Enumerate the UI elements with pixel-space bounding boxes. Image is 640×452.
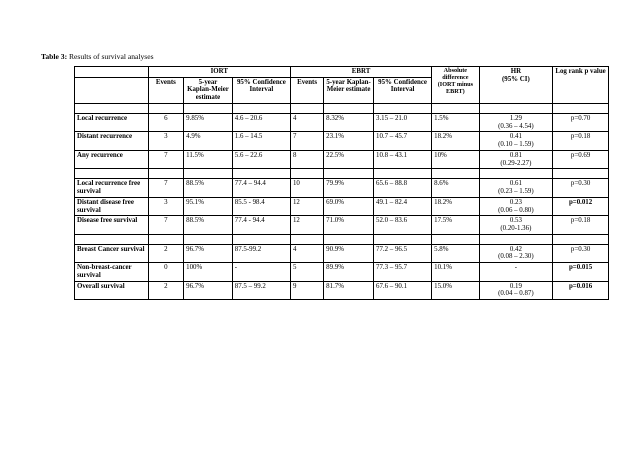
header-iort-ci: 95% Confidence Interval [232,77,290,103]
separator-cell [553,169,609,179]
cell-ebrt-km: 71.0% [324,216,374,234]
separator-cell [479,103,553,113]
separator-cell [232,234,290,244]
cell-ebrt-km: 23.1% [324,132,374,150]
cell-log-rank-p: p=0.18 [553,132,609,150]
cell-iort-events: 7 [148,179,184,197]
header-iort-km: 5-year Kaplan-Meier estimate [184,77,233,103]
cell-iort-km: 88.5% [184,216,233,234]
cell-iort-ci: 87.5-99.2 [232,244,290,262]
cell-hr-value: - [514,264,518,272]
header-blank [75,67,149,78]
cell-hr-value: 0.81 [509,151,522,159]
cell-hr [479,244,553,262]
cell-absdiff: 15.0% [432,281,479,299]
separator-cell [479,169,553,179]
cell-absdiff: 18.2% [432,132,479,150]
cell-ebrt-events: 10 [290,179,323,197]
header-log-rank: Log rank p value [553,67,609,104]
cell-absdiff: 5.8% [432,244,479,262]
cell-hr-ci: (0.06 – 0.80) [498,206,534,214]
cell-iort-ci: - [232,263,290,281]
cell-ebrt-ci: 10.7 – 45.7 [374,132,432,150]
cell-iort-events: 0 [148,263,184,281]
header-hr [479,67,553,104]
cell-iort-ci: 87.5 – 99.2 [232,281,290,299]
separator-cell [324,169,374,179]
table-caption-label: Table 3: [41,52,68,61]
cell-ebrt-events: 5 [290,263,323,281]
header-hr-label: HR [510,68,522,75]
header-ebrt-km: 5-year Kaplan-Meier estimate [324,77,374,103]
separator-cell [75,169,149,179]
cell-hr-value: 0.19 [509,282,522,290]
cell-ebrt-ci: 49.1 – 82.4 [374,197,432,215]
cell-hr-ci: (0.29-2.27) [500,159,532,167]
header-blank-2 [75,77,149,103]
row-label: Any recurrence [75,150,149,168]
section-separator [75,103,609,113]
cell-iort-km: 96.7% [184,281,233,299]
separator-cell [324,103,374,113]
separator-cell [184,234,233,244]
cell-log-rank-p: p=0.18 [553,216,609,234]
separator-cell [432,103,479,113]
cell-hr-ci: (0.36 – 4.54) [498,122,534,130]
cell-iort-events: 3 [148,132,184,150]
separator-cell [148,169,184,179]
cell-ebrt-events: 12 [290,216,323,234]
cell-ebrt-ci: 77.2 – 96.5 [374,244,432,262]
cell-hr-value: 0.42 [509,245,522,253]
cell-absdiff: 18.2% [432,197,479,215]
cell-absdiff: 10% [432,150,479,168]
separator-cell [374,103,432,113]
cell-absdiff: 1.5% [432,113,479,131]
cell-iort-events: 3 [148,197,184,215]
cell-iort-events: 7 [148,216,184,234]
table-row [75,113,609,131]
cell-iort-km: 4.9% [184,132,233,150]
cell-log-rank-p: p=0.69 [553,150,609,168]
cell-iort-events: 2 [148,244,184,262]
cell-iort-events: 7 [148,150,184,168]
cell-hr-value: 0.41 [509,133,522,141]
cell-absdiff: 8.6% [432,179,479,197]
cell-hr [479,132,553,150]
cell-ebrt-events: 8 [290,150,323,168]
table-row [75,150,609,168]
cell-iort-ci: 77.4 - 94.4 [232,216,290,234]
cell-absdiff: 17.5% [432,216,479,234]
cell-iort-events: 6 [148,113,184,131]
cell-log-rank-p: p=0.016 [553,281,609,299]
header-group-row [75,67,609,78]
separator-cell [75,234,149,244]
cell-hr-ci: (0.04 – 0.87) [498,290,534,298]
separator-cell [148,103,184,113]
cell-hr-ci: (0.08 – 2.30) [498,253,534,261]
cell-ebrt-ci: 77.3 – 95.7 [374,263,432,281]
cell-iort-events: 2 [148,281,184,299]
cell-log-rank-p: p=0.30 [553,244,609,262]
table-caption [41,52,154,61]
row-label: Local recurrence free survival [75,179,149,197]
row-label: Distant recurrence [75,132,149,150]
row-label: Distant disease free survival [75,197,149,215]
cell-ebrt-events: 4 [290,244,323,262]
header-ebrt-ci: 95% Confidence Interval [374,77,432,103]
cell-ebrt-ci: 52.0 – 83.6 [374,216,432,234]
cell-ebrt-km: 8.32% [324,113,374,131]
cell-log-rank-p: p=0.015 [553,263,609,281]
separator-cell [232,169,290,179]
cell-ebrt-km: 69.0% [324,197,374,215]
row-label: Overall survival [75,281,149,299]
cell-ebrt-events: 4 [290,113,323,131]
cell-iort-ci: 77.4 – 94.4 [232,179,290,197]
table-row [75,197,609,215]
separator-cell [432,169,479,179]
section-separator [75,234,609,244]
separator-cell [290,103,323,113]
cell-ebrt-km: 89.9% [324,263,374,281]
separator-cell [324,234,374,244]
cell-hr [479,216,553,234]
row-label: Non-breast-cancer survival [75,263,149,281]
header-iort: IORT [148,67,290,78]
cell-iort-km: 9.85% [184,113,233,131]
table-row [75,132,609,150]
cell-hr [479,179,553,197]
separator-cell [374,169,432,179]
cell-hr-value: 0.23 [509,198,522,206]
cell-iort-ci: 4.6 – 20.6 [232,113,290,131]
cell-ebrt-km: 22.5% [324,150,374,168]
cell-ebrt-events: 7 [290,132,323,150]
table-row [75,216,609,234]
cell-iort-km: 11.5% [184,150,233,168]
cell-hr [479,263,553,281]
separator-cell [553,234,609,244]
cell-hr-value: 0.53 [509,217,522,225]
table-row [75,281,609,299]
table-row [75,244,609,262]
separator-cell [374,234,432,244]
cell-hr-value: 1.29 [509,114,522,122]
cell-ebrt-km: 79.9% [324,179,374,197]
cell-log-rank-p: p=0.012 [553,197,609,215]
table-row [75,263,609,281]
cell-hr-ci: (0.10 – 1.59) [498,141,534,149]
header-absolute-difference: Absolute difference (IORT minus EBRT) [432,67,479,104]
cell-hr [479,281,553,299]
table-row [75,179,609,197]
separator-cell [553,103,609,113]
cell-ebrt-ci: 67.6 – 90.1 [374,281,432,299]
cell-iort-ci: 85.5 - 98.4 [232,197,290,215]
cell-hr [479,197,553,215]
separator-cell [232,103,290,113]
separator-cell [75,103,149,113]
cell-ebrt-ci: 10.8 – 43.1 [374,150,432,168]
cell-iort-km: 100% [184,263,233,281]
cell-hr [479,150,553,168]
separator-cell [184,169,233,179]
cell-iort-km: 88.5% [184,179,233,197]
separator-cell [479,234,553,244]
header-ebrt-events: Events [290,77,323,103]
cell-iort-km: 96.7% [184,244,233,262]
cell-hr [479,113,553,131]
cell-ebrt-events: 9 [290,281,323,299]
table-caption-text: Results of survival analyses [67,52,154,61]
cell-hr-ci: (0.20-1.36) [500,225,532,233]
separator-cell [184,103,233,113]
cell-iort-ci: 5.6 – 22.6 [232,150,290,168]
separator-cell [432,234,479,244]
cell-ebrt-km: 81.7% [324,281,374,299]
cell-log-rank-p: p=0.30 [553,179,609,197]
cell-ebrt-events: 12 [290,197,323,215]
section-separator [75,169,609,179]
cell-hr-value: 0.61 [509,180,522,188]
cell-log-rank-p: p=0.70 [553,113,609,131]
survival-results-table [74,66,609,300]
cell-iort-km: 95.1% [184,197,233,215]
cell-hr-ci: (0.23 – 1.59) [498,188,534,196]
separator-cell [148,234,184,244]
separator-cell [290,169,323,179]
row-label: Breast Cancer survival [75,244,149,262]
header-iort-events: Events [148,77,184,103]
separator-cell [290,234,323,244]
cell-ebrt-ci: 65.6 – 88.8 [374,179,432,197]
cell-ebrt-ci: 3.15 – 21.0 [374,113,432,131]
header-ebrt: EBRT [290,67,431,78]
cell-iort-ci: 1.6 – 14.5 [232,132,290,150]
row-label: Local recurrence [75,113,149,131]
cell-absdiff: 10.1% [432,263,479,281]
row-label: Disease free survival [75,216,149,234]
cell-ebrt-km: 90.9% [324,244,374,262]
header-hr-ci: (95% CI) [501,75,530,83]
